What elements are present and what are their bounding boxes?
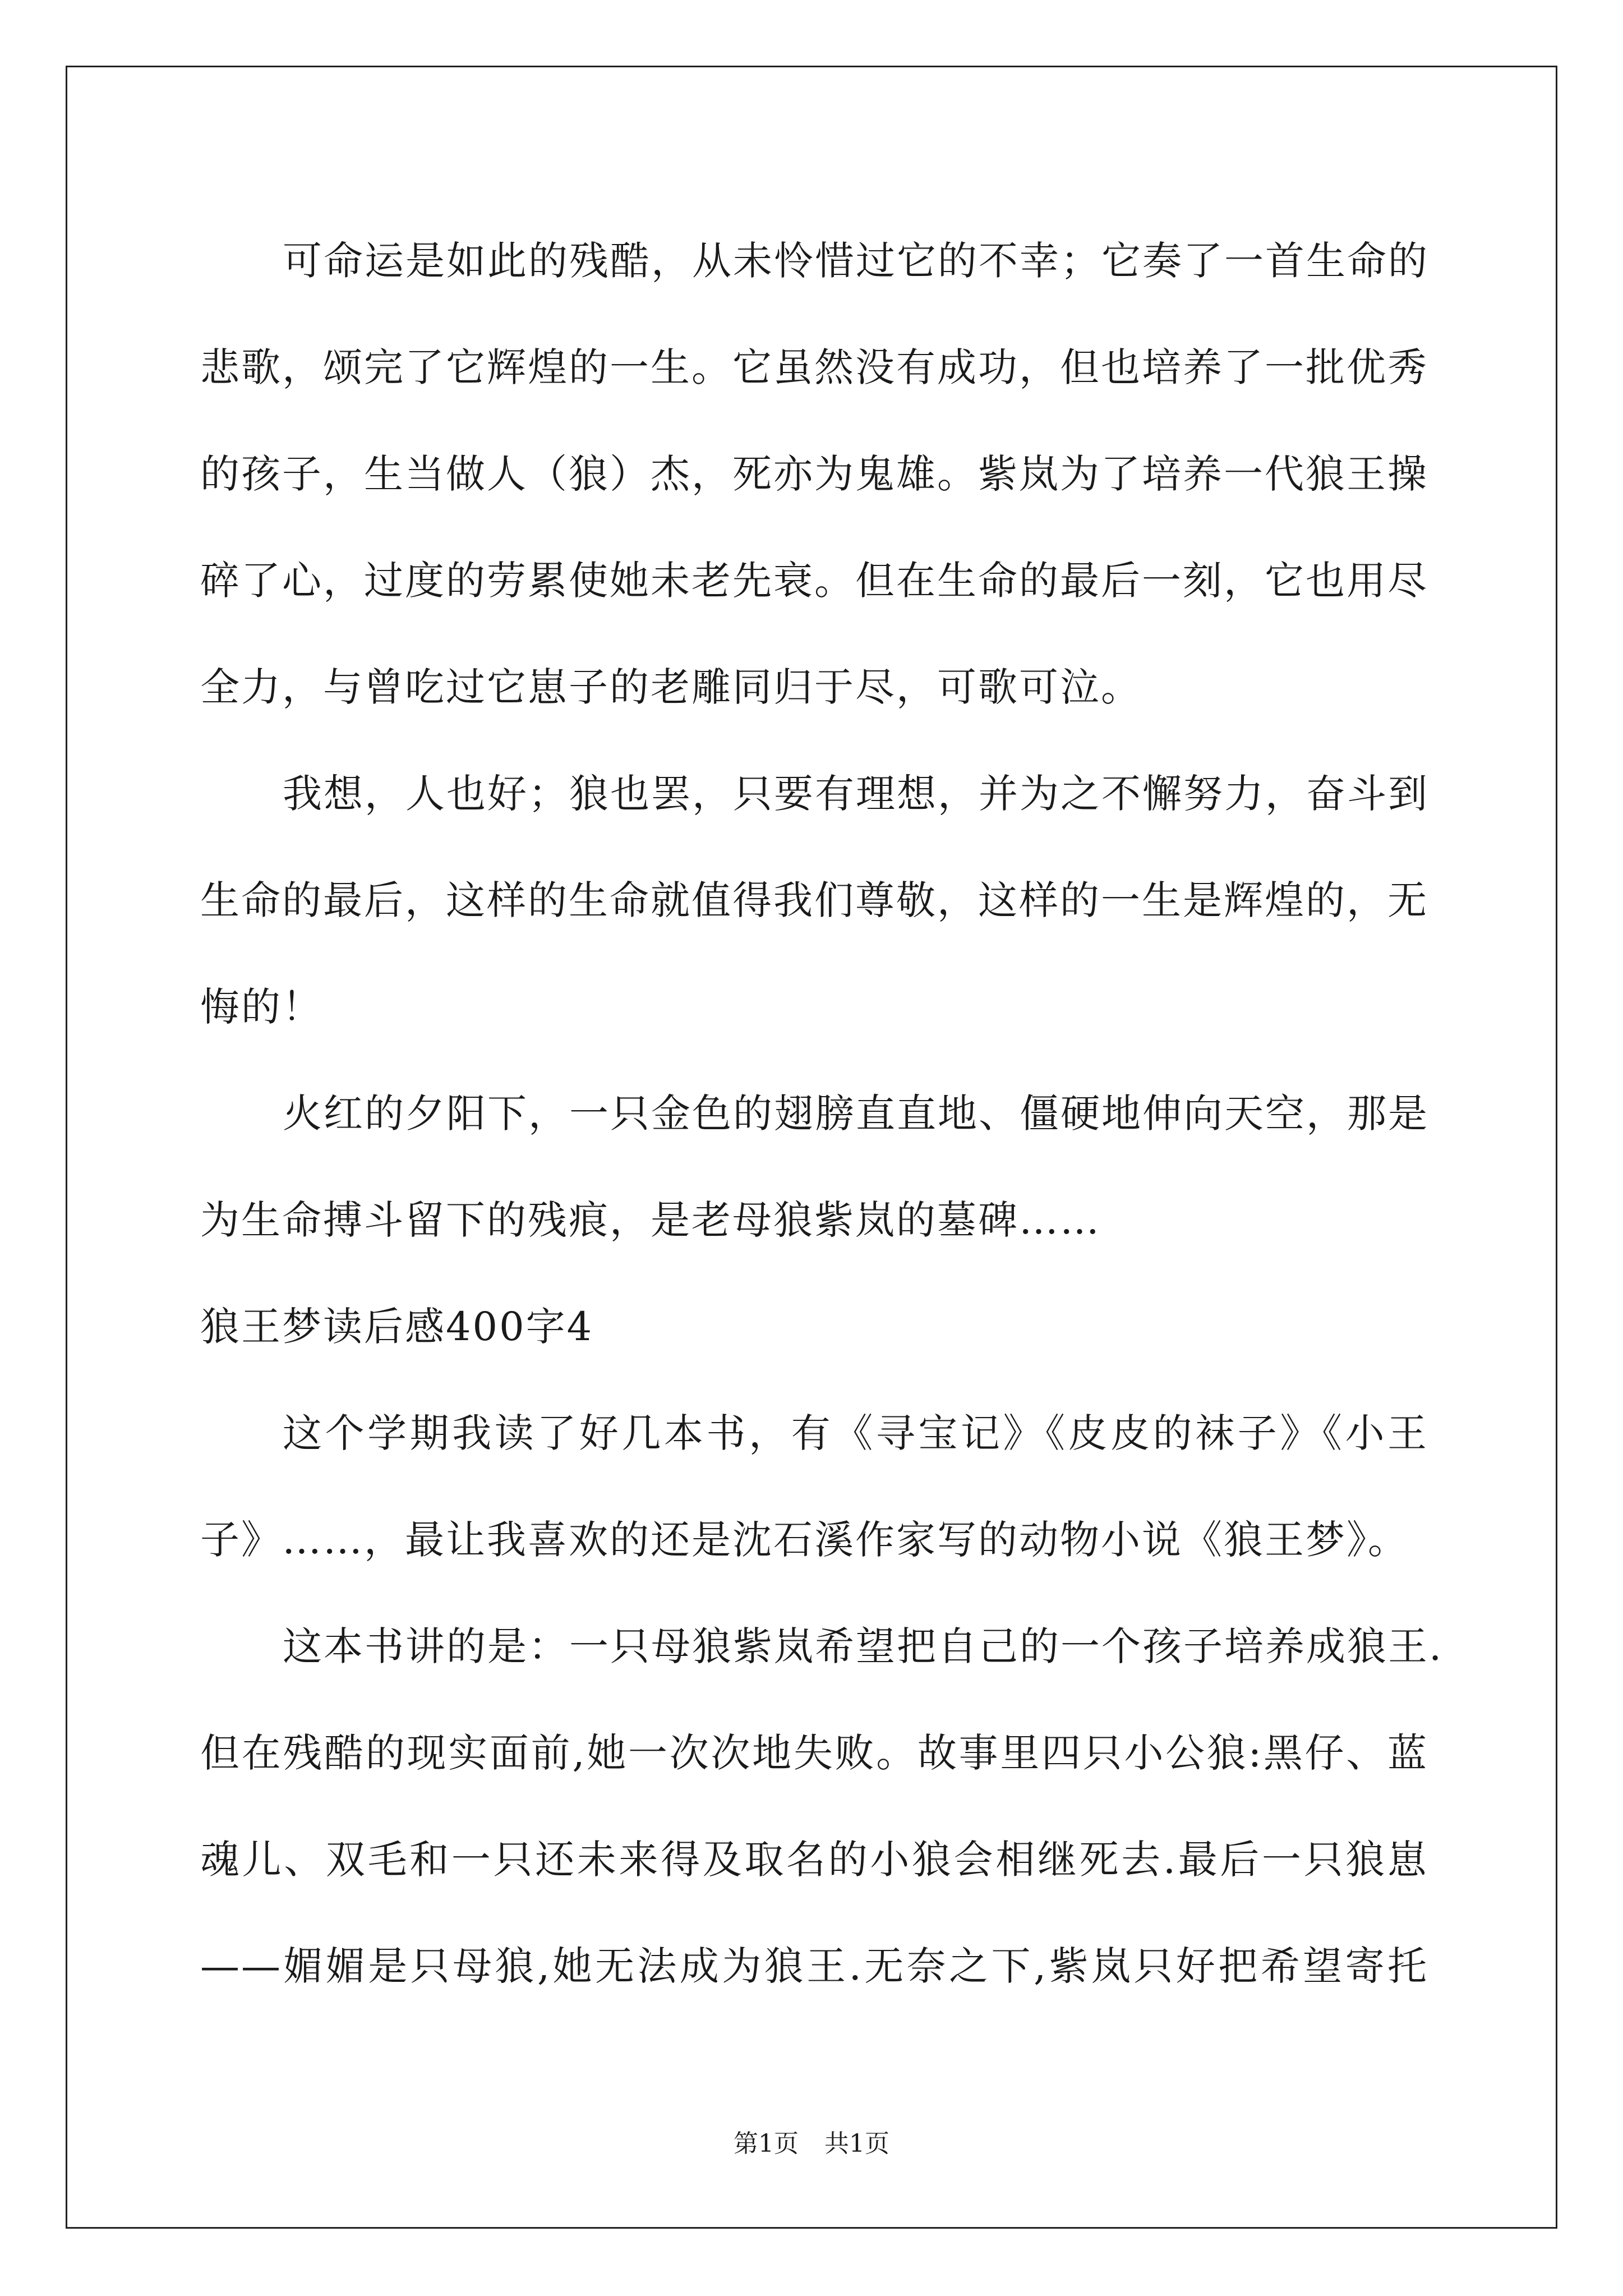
- page-total: 共1页: [824, 2129, 889, 2158]
- section-heading: 狼王梦读后感400字4: [200, 1304, 594, 1350]
- text-line: 生命的最后，这样的生命就值得我们尊敬，这样的一生是辉煌的，无: [200, 877, 1428, 923]
- text-line: 悔的！: [200, 984, 323, 1030]
- text-line: 这个学期我读了好几本书，有《寻宝记》《皮皮的袜子》《小王: [283, 1410, 1428, 1456]
- page-footer: [0, 2123, 1623, 2159]
- text-line: 火红的夕阳下，一只金色的翅膀直直地、僵硬地伸向天空，那是: [283, 1091, 1429, 1137]
- document-body: [200, 208, 1444, 2019]
- text-line: 碎了心，过度的劳累使她未老先衰。但在生命的最后一刻，它也用尽: [200, 558, 1428, 604]
- text-line: 为生命搏斗留下的残痕，是老母狼紫岚的墓碑……: [200, 1197, 1101, 1243]
- text-line: 的孩子，生当做人（狼）杰，死亦为鬼雄。紫岚为了培养一代狼王操: [200, 451, 1428, 497]
- text-line: 魂儿、双毛和一只还未来得及取名的小狼会相继死去.最后一只狼崽: [200, 1837, 1428, 1883]
- text-line: 这本书讲的是：一只母狼紫岚希望把自己的一个孩子培养成狼王.: [283, 1623, 1444, 1669]
- text-line: 但在残酷的现实面前,她一次次地失败。故事里四只小公狼:黑仔、蓝: [200, 1730, 1428, 1776]
- text-line: 全力，与曾吃过它崽子的老雕同归于尽，可歌可泣。: [200, 664, 1142, 710]
- text-line: ——媚媚是只母狼,她无法成为狼王.无奈之下,紫岚只好把希望寄托: [200, 1943, 1428, 1989]
- text-line: 可命运是如此的残酷，从未怜惜过它的不幸；它奏了一首生命的: [283, 238, 1429, 284]
- text-line: 悲歌，颂完了它辉煌的一生。它虽然没有成功，但也培养了一批优秀: [200, 344, 1428, 390]
- text-line: 我想，人也好；狼也罢，只要有理想，并为之不懈努力，奋斗到: [283, 771, 1429, 817]
- text-line: 子》……，最让我喜欢的还是沈石溪作家写的动物小说《狼王梦》。: [200, 1517, 1409, 1563]
- page-number: 第1页: [734, 2129, 799, 2158]
